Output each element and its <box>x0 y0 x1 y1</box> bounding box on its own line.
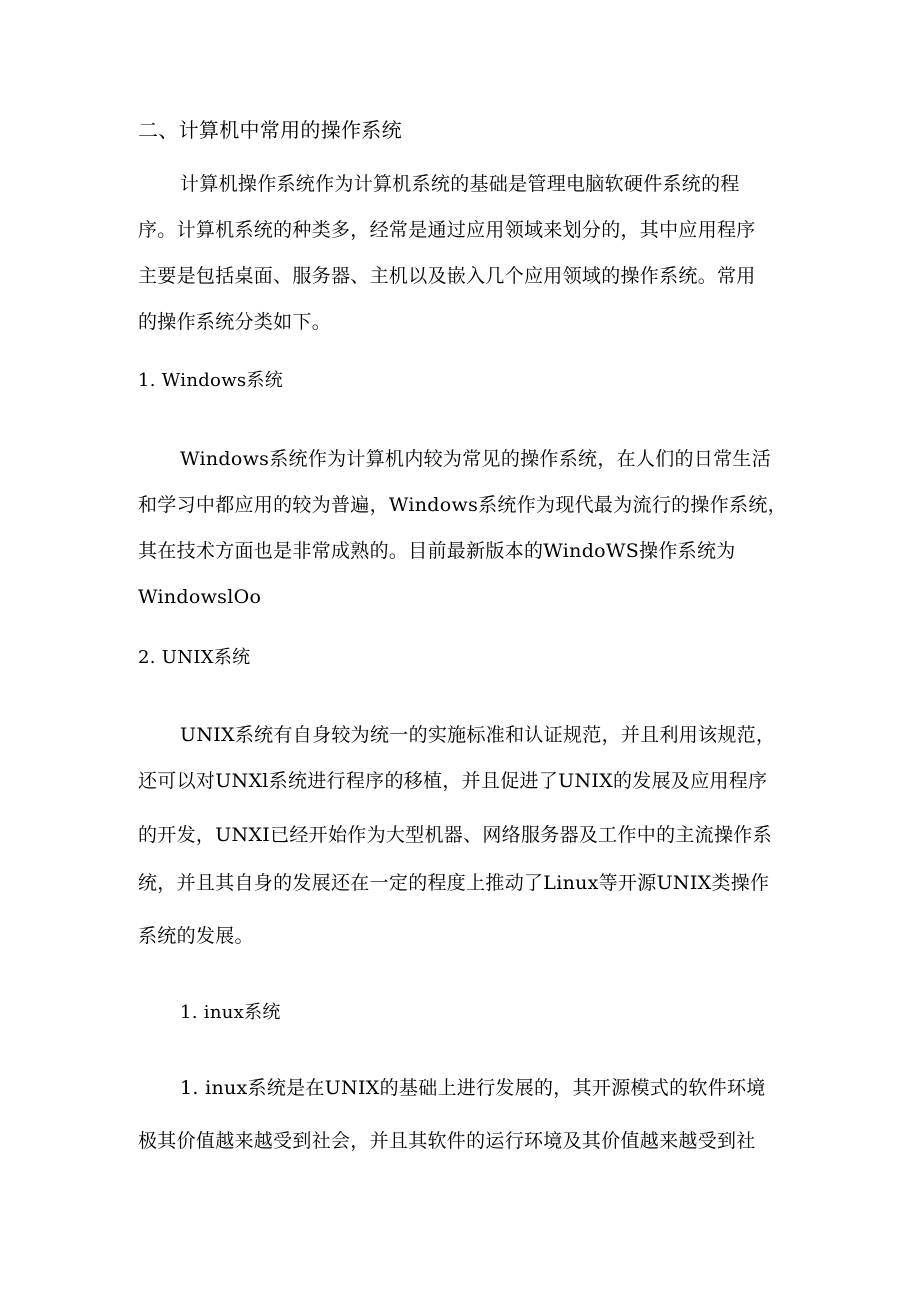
windows-line-4: WindowslOo <box>138 586 262 608</box>
linux-line-1: 1. inux系统是在UNIX的基础上进行发展的，其开源模式的软件环境 <box>180 1077 766 1099</box>
windows-line-1: Windows系统作为计算机内较为常见的操作系统，在人们的日常生活 <box>180 448 772 470</box>
unix-line-2: 还可以对UNXl系统进行程序的移植，并且促进了UNIX的发展及应用程序 <box>138 770 768 792</box>
unix-line-3: 的开发，UNXI已经开始作为大型机器、网络服务器及工作中的主流操作系 <box>138 824 772 846</box>
windows-line-2: 和学习中都应用的较为普遍，Windows系统作为现代最为流行的操作系统， <box>138 494 787 516</box>
intro-line-1: 计算机操作系统作为计算机系统的基础是管理电脑软硬件系统的程 <box>180 173 740 195</box>
unix-line-4: 统，并且其自身的发展还在一定的程度上推动了Linux等开源UNIX类操作 <box>138 872 770 894</box>
windows-line-3: 其在技术方面也是非常成熟的。目前最新版本的WindoWS操作系统为 <box>138 540 736 562</box>
linux-section-title: 1. inux系统 <box>180 1002 281 1023</box>
intro-line-4: 的操作系统分类如下。 <box>138 311 332 333</box>
unix-section-title: 2. UNIX系统 <box>138 647 251 668</box>
unix-line-5: 系统的发展。 <box>138 925 254 947</box>
linux-line-2: 极其价值越来越受到社会，并且其软件的运行环境及其价值越来越受到社 <box>138 1130 756 1152</box>
unix-line-1: UNIX系统有自身较为统一的实施标准和认证规范，并且利用该规范， <box>180 724 776 746</box>
section-heading: 二、计算机中常用的操作系统 <box>138 118 402 142</box>
intro-line-2: 序。计算机系统的种类多，经常是通过应用领域来划分的，其中应用程序 <box>138 219 756 241</box>
windows-section-title: 1. Windows系统 <box>138 370 284 391</box>
intro-line-3: 主要是包括桌面、服务器、主机以及嵌入几个应用领域的操作系统。常用 <box>138 265 756 287</box>
